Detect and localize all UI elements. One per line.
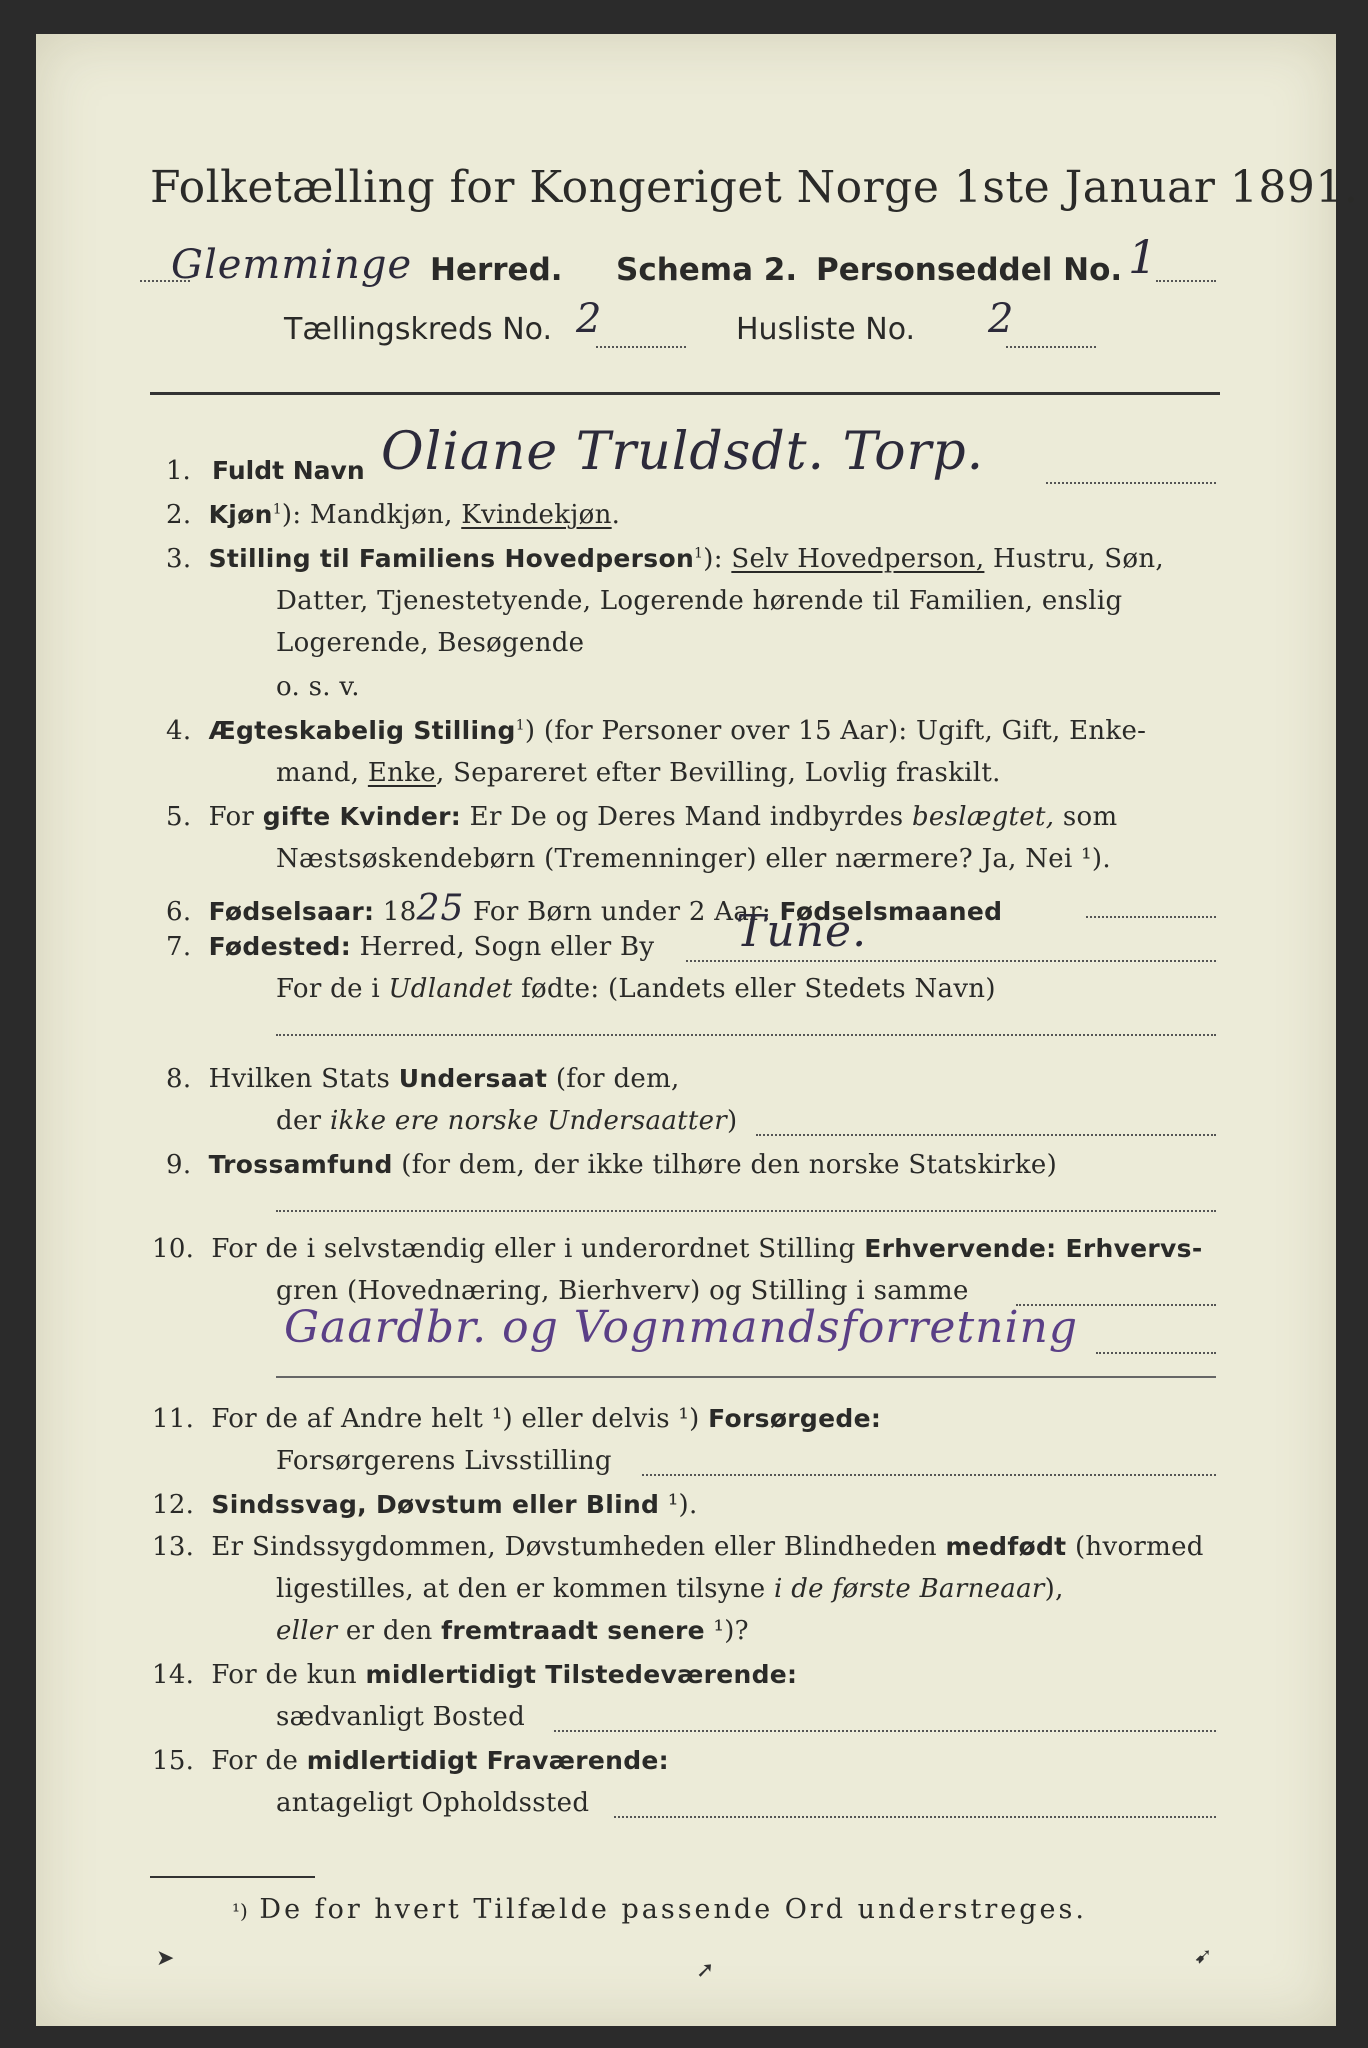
q14-number: 14.: [152, 1660, 195, 1690]
q11-number: 11.: [152, 1404, 195, 1434]
q2-number: 2.: [166, 500, 192, 530]
q5-line1: [166, 802, 1117, 832]
form-title: Folketælling for Kongeriget Norge 1ste Januar 1891.: [150, 162, 1359, 213]
q2-selected: Kvindekjøn: [461, 500, 612, 530]
q4-label: Ægteskabelig Stilling: [208, 716, 516, 745]
q4-line2: [276, 758, 1001, 788]
q9-line: [166, 1150, 1057, 1180]
q13-number: 13.: [152, 1532, 195, 1562]
q13-line2: [276, 1574, 1064, 1604]
corner-mark-right: ➹: [1194, 1944, 1213, 1969]
q8-text-a: Hvilken Stats: [208, 1064, 399, 1094]
q3-line2: Datter, Tjenestetyende, Logerende hørende til Familien, enslig: [276, 586, 1123, 616]
census-form: [36, 34, 1359, 2026]
q6-label: Fødselsaar:: [208, 897, 375, 926]
q14-line2: sædvanligt Bosted: [276, 1702, 526, 1732]
q2-text-a: ): Mandkjøn,: [281, 500, 462, 530]
q13-line3c: ¹)?: [704, 1616, 749, 1646]
q15-text-a: For de: [211, 1746, 307, 1776]
schema-label: Schema 2.: [616, 252, 798, 288]
q6-label2: Fødselsmaaned: [779, 897, 1003, 926]
taellingskreds-label: Tællingskreds No.: [284, 312, 552, 347]
q3-sup: 1: [694, 545, 704, 562]
q15-number: 15.: [152, 1746, 195, 1776]
q7-value: Tune.: [736, 906, 868, 957]
q14-text-a: For de kun: [211, 1660, 366, 1690]
q10-dots2: [1096, 1352, 1216, 1354]
q3-selected: Selv Hovedperson,: [731, 544, 985, 574]
q3-line4: o. s. v.: [276, 672, 360, 702]
personseddel-dots: [1156, 280, 1216, 282]
q3-line3: Logerende, Besøgende: [276, 628, 585, 658]
q4-line2b: , Separeret efter Bevilling, Lovlig fraskilt.: [435, 758, 1001, 788]
q15-label: midlertidigt Fraværende:: [306, 1746, 669, 1775]
q9-dots: [276, 1210, 1216, 1212]
q13-label: medfødt: [945, 1532, 1067, 1561]
q3-text-a: ):: [703, 544, 732, 574]
q8-number: 8.: [166, 1064, 192, 1094]
q14-label: midlertidigt Tilstedeværende:: [365, 1660, 798, 1689]
q8-line2b: ): [727, 1106, 738, 1136]
footnote-text: De for hvert Tilfælde passende Ord understreges.: [259, 1894, 1087, 1925]
q3-text-b: Hustru, Søn,: [984, 544, 1164, 574]
q6-line: [166, 888, 1002, 929]
q8-line2a: der: [276, 1106, 330, 1136]
herred-dots: [140, 280, 190, 282]
q7-line2: [276, 974, 996, 1004]
q5-line2: Næstsøskendebørn (Tremenninger) eller nærmere? Ja, Nei ¹).: [276, 844, 1111, 874]
q1-value: Oliane Truldsdt. Torp.: [381, 422, 985, 482]
q10-value: Gaardbr. og Vognmandsforretning: [284, 1302, 1079, 1353]
q13-line1: [152, 1532, 1204, 1562]
q7-line2b: fødte: (Landets eller Stedets Navn): [512, 974, 996, 1004]
corner-mark-center: ➚: [696, 1958, 715, 1983]
q10-text-a: For de i selvstændig eller i underordnet Stilling: [211, 1234, 865, 1264]
q4-selected: Enke: [367, 758, 436, 788]
q6-value: 25: [416, 888, 465, 929]
q5-text-a: For: [208, 802, 263, 832]
taellingskreds-value: 2: [576, 296, 603, 342]
q2-sup: 1: [272, 501, 282, 518]
q9-label: Trossamfund: [208, 1150, 393, 1179]
q13-text-b: (hvormed: [1066, 1532, 1204, 1562]
q7-line1: [166, 932, 654, 962]
q11-line2: Forsørgerens Livsstilling: [276, 1446, 612, 1476]
q13-text-a: Er Sindssygdommen, Døvstumheden eller Blindheden: [211, 1532, 946, 1562]
footnote-rule: [150, 1876, 315, 1878]
q8-dots: [756, 1134, 1216, 1136]
q13-line2b: ),: [1044, 1574, 1064, 1604]
q7-dots2: [276, 1034, 1216, 1036]
q7-line2a: For de i: [276, 974, 389, 1004]
q11-dots: [642, 1474, 1216, 1476]
q1-label: Fuldt Navn: [212, 456, 365, 485]
q14-line1: [152, 1660, 797, 1690]
q7-label: Fødested:: [208, 932, 352, 961]
q3-number: 3.: [166, 544, 192, 574]
q12-number: 12.: [152, 1490, 195, 1520]
q1-number: 1.: [166, 456, 191, 486]
q2-text-b: .: [611, 500, 621, 530]
q14-dots: [554, 1730, 1216, 1732]
q4-number: 4.: [166, 716, 192, 746]
q15-line2: antageligt Opholdssted: [276, 1788, 590, 1818]
q5-italic: beslægtet,: [911, 802, 1055, 832]
q11-text-a: For de af Andre helt ¹) eller delvis ¹): [211, 1404, 709, 1434]
q4-line1: [166, 716, 1146, 746]
q15-dots: [614, 1816, 1216, 1818]
q8-text-b: (for dem,: [547, 1064, 680, 1094]
q8-label: Undersaat: [398, 1064, 548, 1093]
husliste-value: 2: [988, 296, 1015, 342]
q12-label: Sindssvag, Døvstum eller Blind: [211, 1490, 660, 1519]
footnote-sup: ¹): [232, 1899, 248, 1923]
q5-number: 5.: [166, 802, 192, 832]
q2-label: Kjøn: [208, 500, 273, 529]
personseddel-label: Personseddel No.: [816, 252, 1123, 288]
herred-label: Herred.: [430, 252, 563, 288]
q5-label: gifte Kvinder:: [262, 802, 462, 831]
q13-line3b: fremtraadt senere: [441, 1616, 705, 1645]
q7-line2i: Udlandet: [388, 974, 513, 1004]
q3-label: Stilling til Familiens Hovedperson: [208, 544, 695, 573]
q11-label: Forsørgede:: [708, 1404, 882, 1433]
q9-text-a: (for dem, der ikke tilhøre den norske Statskirke): [392, 1150, 1058, 1180]
q4-line2a: mand,: [276, 758, 368, 788]
q6-text-a: For Børn under 2 Aar:: [464, 897, 780, 927]
header-rule: [150, 392, 1220, 395]
q3-line1: [166, 544, 1164, 574]
q10-number: 10.: [152, 1234, 195, 1264]
corner-mark-left: ➤: [156, 1946, 175, 1971]
q6-prefix: 18: [374, 897, 417, 927]
q2-line: [166, 500, 620, 530]
q15-line1: [152, 1746, 669, 1776]
q13-line3: [276, 1616, 749, 1646]
q13-line3i: eller: [276, 1616, 338, 1646]
footnote: [232, 1894, 1087, 1925]
q7-dots: [686, 960, 1216, 962]
q11-line1: [152, 1404, 881, 1434]
q12-line: [152, 1490, 698, 1520]
q5-text-c: som: [1054, 802, 1118, 832]
q7-number: 7.: [166, 932, 192, 962]
q6-number: 6.: [166, 897, 192, 927]
personseddel-value: 1: [1128, 230, 1159, 284]
q13-line2i: i de første Barneaar: [774, 1574, 1045, 1604]
q5-text-b: Er De og Deres Mand indbyrdes: [461, 802, 912, 832]
q10-rule: [276, 1376, 1216, 1378]
husliste-label: Husliste No.: [736, 312, 916, 347]
q4-sup: 1: [515, 717, 525, 734]
q12-text-a: ¹).: [659, 1490, 698, 1520]
husliste-dots: [1006, 346, 1096, 348]
q1-dots: [1046, 482, 1216, 484]
q7-text-a: Herred, Sogn eller By: [351, 932, 655, 962]
q8-line2: [276, 1106, 737, 1136]
q13-line3a: er den: [337, 1616, 442, 1646]
q10-label: Erhvervende: Erhvervs-: [864, 1234, 1203, 1263]
q8-line2i: ikke ere norske Undersaatter: [329, 1106, 728, 1136]
q13-line2a: ligestilles, at den er kommen tilsyne: [276, 1574, 775, 1604]
taellingskreds-dots: [596, 346, 686, 348]
q4-text-a: ) (for Personer over 15 Aar): Ugift, Gift, Enke-: [524, 716, 1147, 746]
q10-line1: [152, 1234, 1203, 1264]
herred-value: Glemminge: [171, 242, 413, 288]
q10-line2: gren (Hovednæring, Bierhverv) og Stilling i samme: [276, 1276, 969, 1306]
q9-number: 9.: [166, 1150, 192, 1180]
q8-line1: [166, 1064, 680, 1094]
q6-dots: [1086, 916, 1216, 918]
